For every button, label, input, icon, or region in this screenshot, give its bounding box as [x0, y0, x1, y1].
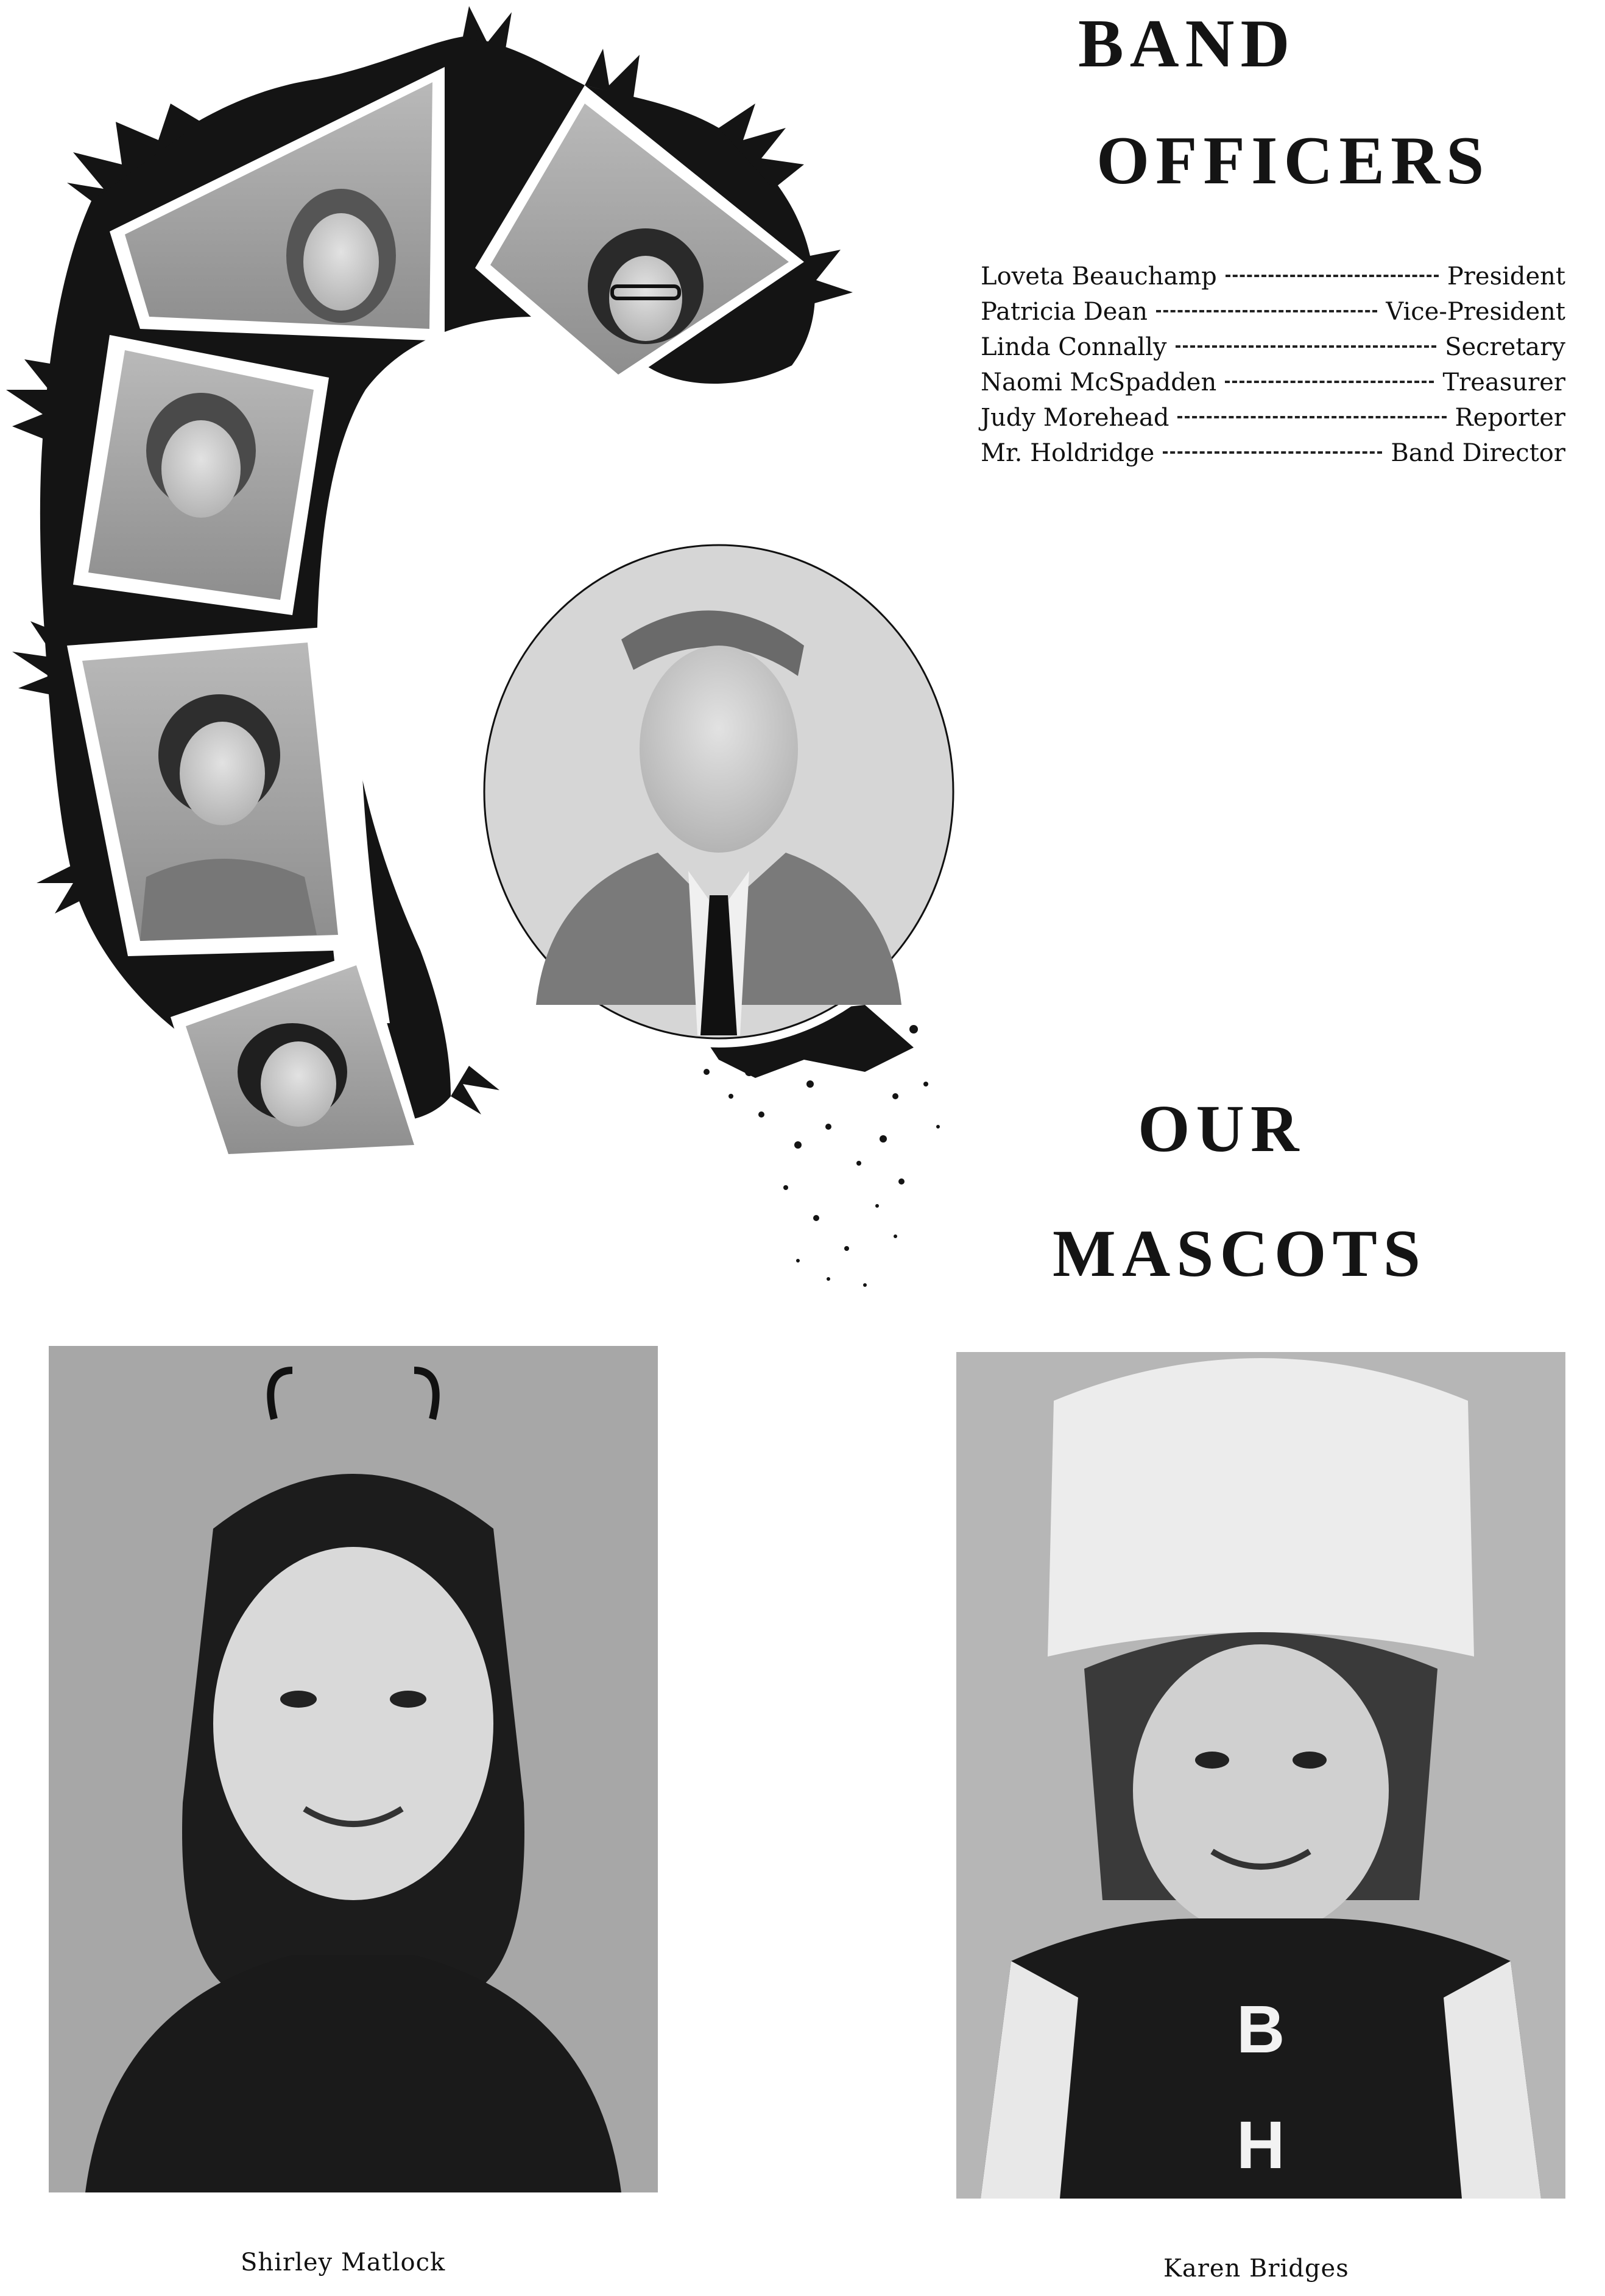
- band-director-portrait: [475, 536, 962, 1048]
- officer-name: Loveta Beauchamp: [981, 262, 1217, 291]
- officer-name: Naomi McSpadden: [981, 368, 1217, 396]
- officer-name: Judy Morehead: [981, 404, 1169, 432]
- officer-office: Reporter: [1455, 404, 1565, 432]
- mascots-title-line1: OUR: [1138, 1091, 1305, 1166]
- mascot-caption-shirley: Shirley Matlock: [241, 2248, 446, 2277]
- officer-office: President: [1447, 262, 1565, 291]
- portrait-image: [49, 1346, 658, 2192]
- officer-office: Band Director: [1391, 439, 1565, 467]
- mascot-photo-karen: [956, 1352, 1565, 2199]
- mascot-caption-karen: Karen Bridges: [1163, 2255, 1349, 2283]
- officer-name: Patricia Dean: [981, 298, 1148, 326]
- officer-office: Treasurer: [1442, 368, 1565, 396]
- officer-office: Secretary: [1445, 333, 1565, 361]
- officer-office: Vice-President: [1386, 298, 1565, 326]
- officer-portrait-3: [73, 335, 329, 615]
- sweater-letter-h: H: [1236, 2108, 1285, 2183]
- officer-name: Mr. Holdridge: [981, 439, 1155, 467]
- band-officers-title-line1: BAND: [1078, 6, 1296, 82]
- mascots-title-line2: MASCOTS: [1053, 1216, 1427, 1291]
- mascot-photo-shirley: [49, 1346, 658, 2192]
- band-officers-title-line2: OFFICERS: [1096, 123, 1490, 199]
- officer-name: Linda Connally: [981, 333, 1167, 361]
- sweater-letter-b: B: [1236, 1992, 1285, 2067]
- portrait-image: [956, 1352, 1565, 2199]
